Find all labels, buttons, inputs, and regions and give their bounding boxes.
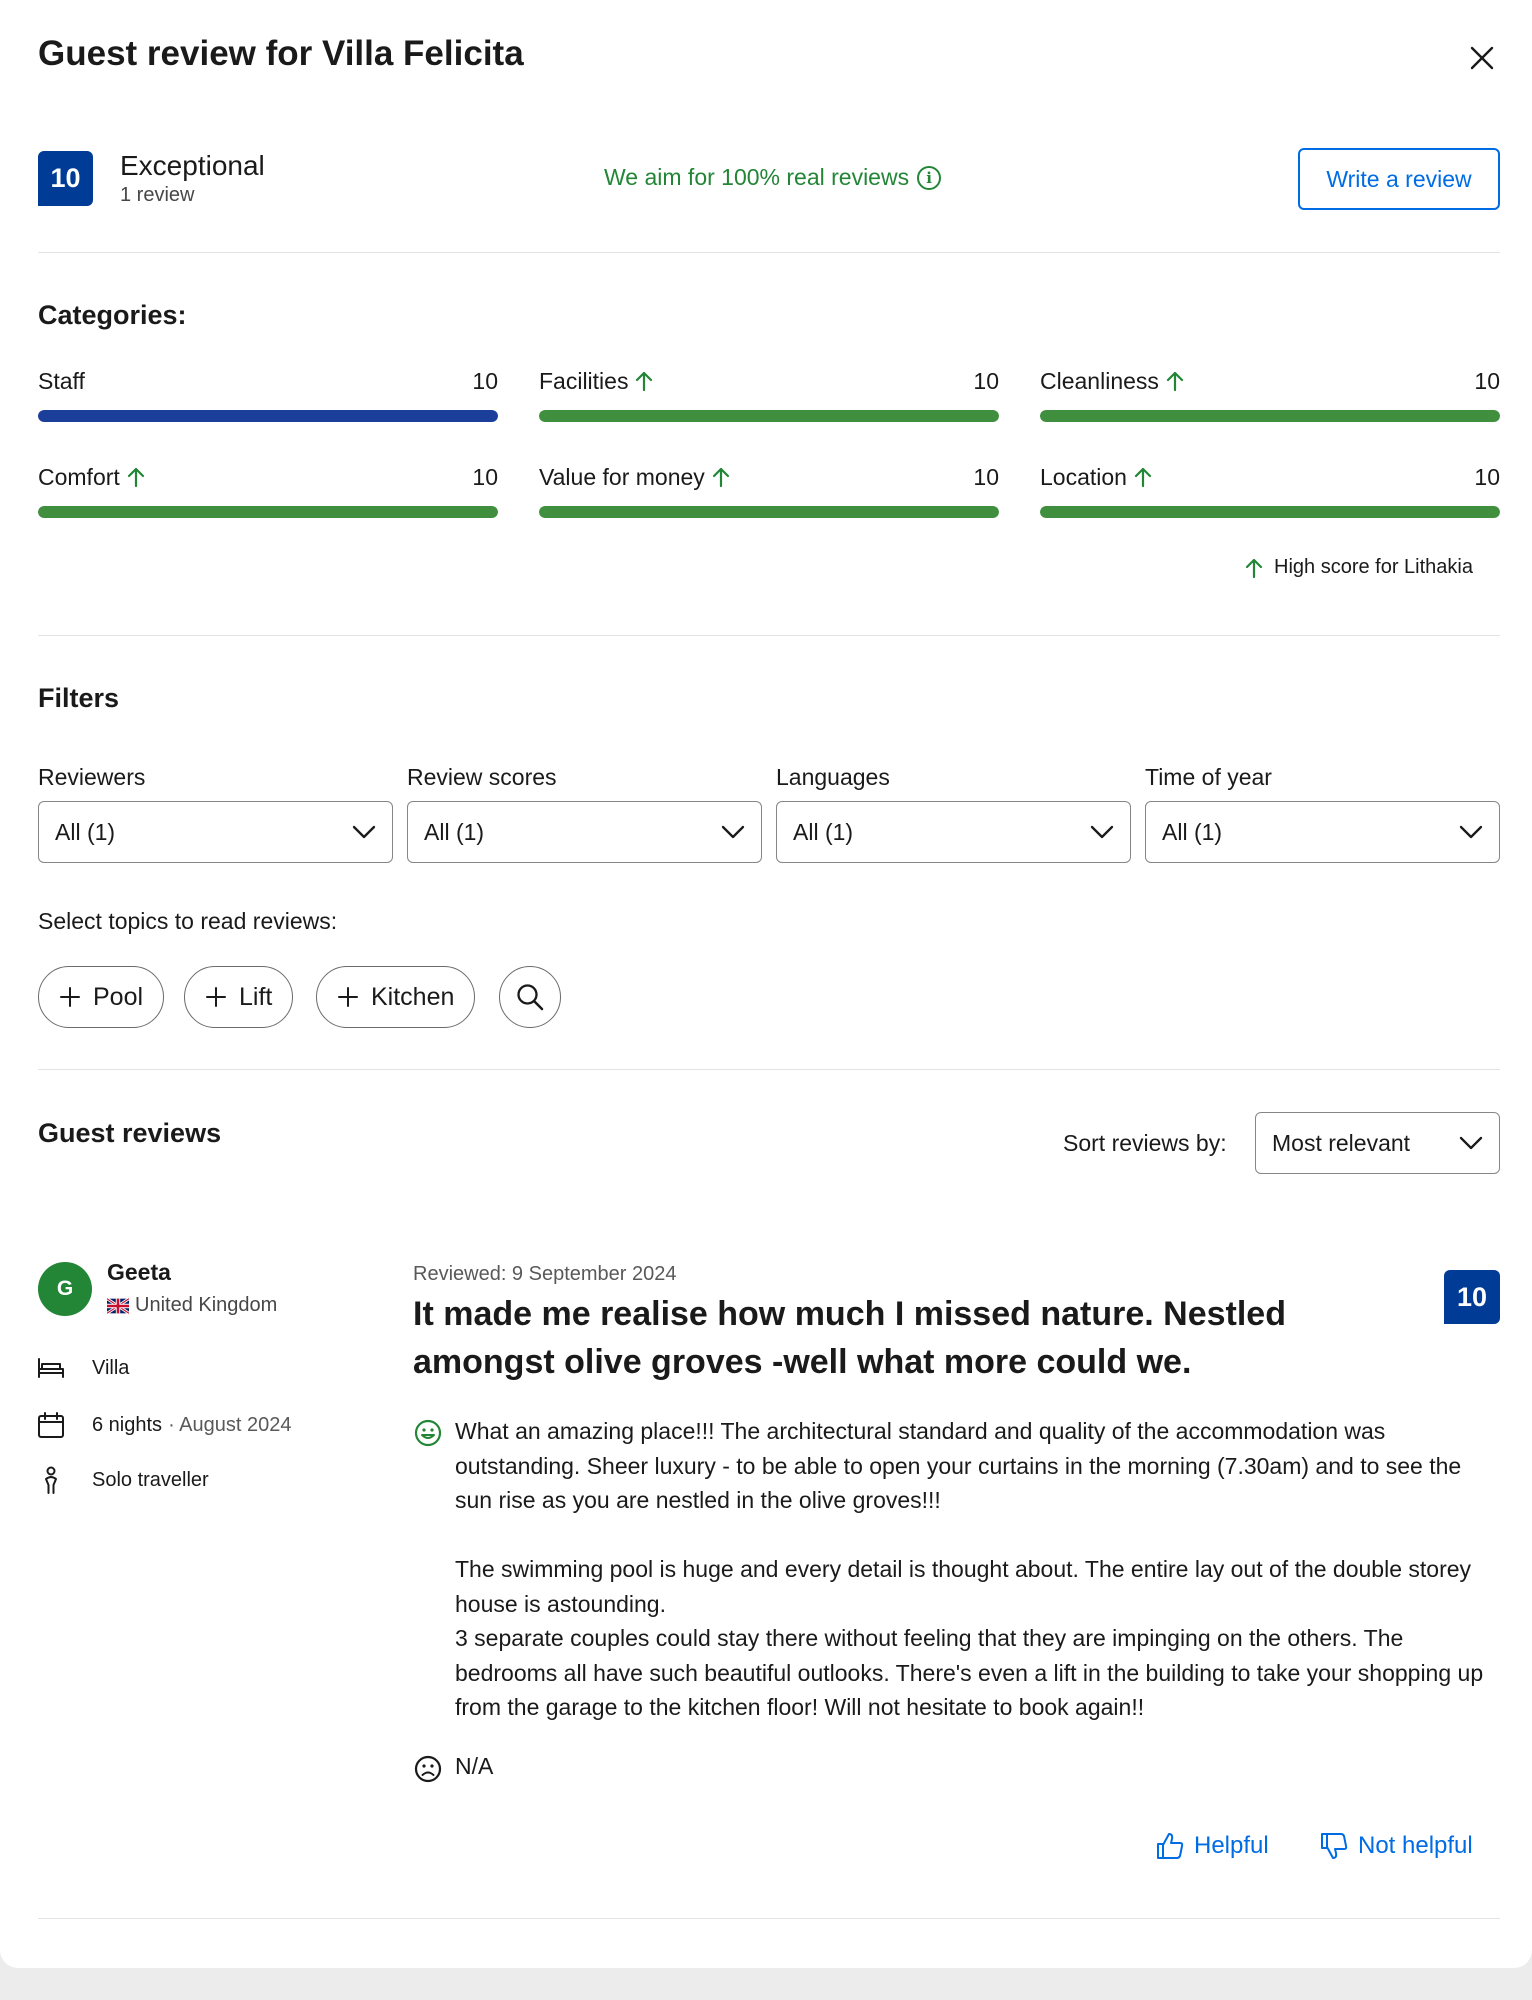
filter-label-reviewers: Reviewers xyxy=(38,764,146,790)
filter-label-review-scores: Review scores xyxy=(407,764,557,790)
category-name: Location xyxy=(1040,463,1127,490)
reviewed-date: Reviewed: 9 September 2024 xyxy=(413,1263,677,1285)
review-positive-paragraph: The swimming pool is huge and every detail is thought about. The entire lay out of the double storey house is astounding. 3 separate couples could stay there without feeling that they are impinging on the others. The bedrooms all have such beautiful outlooks. There's even a lift in the building to take your shopping up from the garage to the kitchen floor! Will not hesitate to book again!! xyxy=(455,1556,1484,1720)
category-location xyxy=(1040,462,1500,518)
smiley-positive-icon xyxy=(413,1418,443,1453)
chevron-down-icon xyxy=(1090,825,1114,839)
bed-icon xyxy=(36,1355,66,1381)
category-bar-fill xyxy=(38,410,498,422)
room-type-text: Villa xyxy=(92,1356,130,1379)
arrow-up-icon xyxy=(1165,370,1185,392)
category-cleanliness xyxy=(1040,366,1500,422)
category-name: Value for money xyxy=(539,463,705,490)
thumbs-down-icon xyxy=(1318,1830,1350,1862)
category-score: 10 xyxy=(973,367,999,394)
high-score-text: High score for Lithakia xyxy=(1274,556,1473,578)
overall-score-badge: 10 xyxy=(38,151,93,206)
category-value-for-money xyxy=(539,462,999,518)
chevron-down-icon xyxy=(1459,825,1483,839)
filter-select-time-of-year[interactable] xyxy=(1145,801,1500,863)
topic-chip-lift[interactable] xyxy=(184,966,293,1028)
category-score: 10 xyxy=(472,463,498,490)
stay-nights: 6 nights xyxy=(92,1413,163,1436)
category-bar xyxy=(1040,410,1500,422)
topic-label: Lift xyxy=(239,982,273,1011)
smiley-negative-icon xyxy=(413,1754,443,1789)
modal-title: Guest review for Villa Felicita xyxy=(38,34,524,73)
category-name: Staff xyxy=(38,367,85,394)
chevron-down-icon xyxy=(1459,1136,1483,1150)
thumbs-up-icon xyxy=(1154,1830,1186,1862)
reviewer-country xyxy=(107,1294,277,1317)
arrow-up-icon xyxy=(1244,557,1264,579)
topic-label: Kitchen xyxy=(371,982,455,1011)
topic-search-button[interactable] xyxy=(499,966,561,1028)
arrow-up-icon xyxy=(126,466,146,488)
category-name: Cleanliness xyxy=(1040,367,1159,394)
guest-reviews-title: Guest reviews xyxy=(38,1118,222,1148)
close-button[interactable] xyxy=(1460,36,1504,80)
arrow-up-icon xyxy=(711,466,731,488)
plus-icon xyxy=(59,986,81,1008)
category-comfort xyxy=(38,462,498,518)
uk-flag-icon xyxy=(107,1298,129,1314)
category-score: 10 xyxy=(973,463,999,490)
select-value: All (1) xyxy=(793,818,854,845)
real-reviews-link[interactable] xyxy=(604,164,941,191)
review-score-badge: 10 xyxy=(1444,1270,1500,1324)
category-facilities xyxy=(539,366,999,422)
arrow-up-icon xyxy=(634,370,654,392)
category-bar xyxy=(38,410,498,422)
category-staff xyxy=(38,366,498,422)
review-negative-text: N/A xyxy=(455,1753,494,1779)
category-name: Facilities xyxy=(539,367,629,394)
not-helpful-label: Not helpful xyxy=(1358,1832,1473,1859)
divider xyxy=(38,1918,1500,1919)
rating-word: Exceptional xyxy=(120,150,265,181)
info-icon: i xyxy=(917,166,941,190)
topic-label: Pool xyxy=(93,982,144,1011)
category-bar-fill xyxy=(1040,410,1500,422)
plus-icon xyxy=(205,986,227,1008)
helpful-button[interactable] xyxy=(1154,1830,1269,1862)
categories-title: Categories: xyxy=(38,300,187,330)
write-review-button[interactable]: Write a review xyxy=(1298,148,1500,210)
sort-label: Sort reviews by: xyxy=(1063,1130,1227,1156)
arrow-up-icon xyxy=(1133,466,1153,488)
review-positive-paragraph: What an amazing place!!! The architectural standard and quality of the accommodation was outstanding. Sheer luxury - to be able to open your curtains in the morning (7.30am) and to see the sun rise as you are nestled in the olive groves!!! xyxy=(455,1418,1462,1513)
chevron-down-icon xyxy=(721,825,745,839)
select-value: All (1) xyxy=(1162,818,1223,845)
not-helpful-button[interactable] xyxy=(1318,1830,1473,1862)
divider xyxy=(38,635,1500,636)
reviewer-name: Geeta xyxy=(107,1259,171,1285)
stay-date: · August 2024 xyxy=(168,1413,292,1436)
helpful-label: Helpful xyxy=(1194,1832,1269,1859)
select-value: Most relevant xyxy=(1272,1129,1411,1156)
filter-select-reviewers[interactable] xyxy=(38,801,393,863)
close-icon xyxy=(1469,45,1495,71)
category-name: Comfort xyxy=(38,463,120,490)
topics-label: Select topics to read reviews: xyxy=(38,908,338,934)
filter-select-languages[interactable] xyxy=(776,801,1131,863)
room-type xyxy=(36,1355,129,1381)
divider xyxy=(38,1069,1500,1070)
category-bar-fill xyxy=(1040,506,1500,518)
filter-label-time-of-year: Time of year xyxy=(1145,764,1272,790)
search-icon xyxy=(515,982,545,1012)
traveller-type-text: Solo traveller xyxy=(92,1468,209,1491)
category-bar xyxy=(539,410,999,422)
topic-chip-pool[interactable] xyxy=(38,966,164,1028)
select-value: All (1) xyxy=(424,818,485,845)
review-title: It made me realise how much I missed nature. Nestled amongst olive groves -well what more could we. xyxy=(413,1295,1286,1381)
calendar-icon xyxy=(36,1410,66,1440)
category-score: 10 xyxy=(1474,463,1500,490)
traveller-type xyxy=(36,1465,209,1495)
filter-label-languages: Languages xyxy=(776,764,890,790)
divider xyxy=(38,252,1500,253)
real-reviews-text: We aim for 100% real reviews xyxy=(604,164,910,190)
chevron-down-icon xyxy=(352,825,376,839)
topic-chip-kitchen[interactable] xyxy=(316,966,475,1028)
category-score: 10 xyxy=(1474,367,1500,394)
person-icon xyxy=(36,1465,66,1495)
review-count: 1 review xyxy=(120,184,195,206)
category-score: 10 xyxy=(472,367,498,394)
select-value: All (1) xyxy=(55,818,116,845)
review-positive-text xyxy=(455,1414,1500,1725)
plus-icon xyxy=(337,986,359,1008)
avatar: G xyxy=(38,1262,92,1316)
category-bar-fill xyxy=(539,506,999,518)
sort-select[interactable] xyxy=(1255,1112,1500,1174)
category-bar-fill xyxy=(539,410,999,422)
category-bar xyxy=(38,506,498,518)
category-bar-fill xyxy=(38,506,498,518)
filters-title: Filters xyxy=(38,683,120,713)
filter-select-review-scores[interactable] xyxy=(407,801,762,863)
high-score-note xyxy=(1244,556,1473,579)
stay-details xyxy=(36,1410,292,1440)
category-bar xyxy=(1040,506,1500,518)
category-bar xyxy=(539,506,999,518)
country-name: United Kingdom xyxy=(135,1294,278,1316)
